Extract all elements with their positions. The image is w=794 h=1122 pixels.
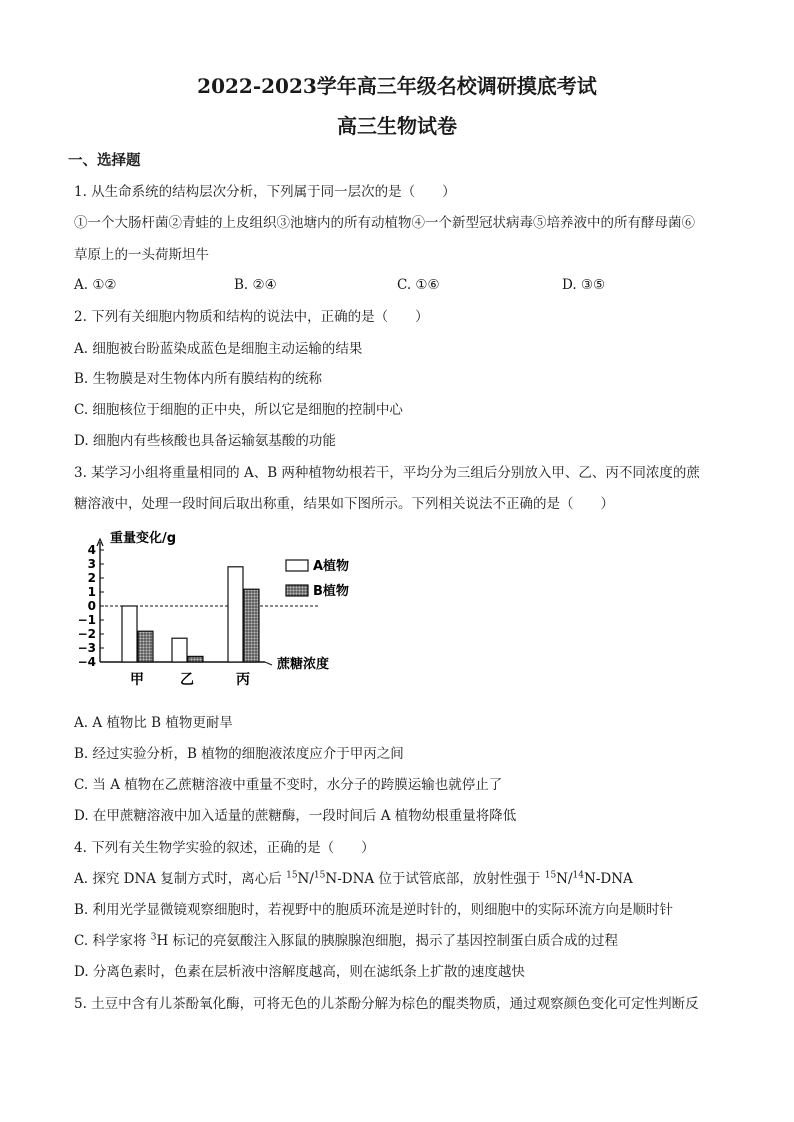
section-heading: 一、选择题 bbox=[68, 152, 141, 169]
x-axis-end bbox=[265, 662, 272, 665]
legend-swatch-b bbox=[286, 585, 308, 596]
x-axis-label: 蔗糖浓度 bbox=[277, 657, 330, 672]
x-category-label: 乙 bbox=[180, 672, 194, 688]
bar-b bbox=[188, 656, 203, 662]
chart-plot-area bbox=[78, 530, 349, 688]
legend-swatch-a bbox=[286, 560, 308, 571]
y-tick-label: 0 bbox=[87, 599, 96, 613]
q4-option-a: A. 探究 DNA 复制方式时，离心后 $^{15}$N/$^{15}$N-DNA 位于试管底部，放射性强于 $^{15}$N/$^{14}$N-DNA bbox=[74, 870, 633, 887]
y-tick-label: 4 bbox=[87, 543, 96, 557]
q1-option-b: B. ②④ bbox=[234, 277, 277, 293]
y-tick-label: 2 bbox=[87, 571, 96, 585]
q4-option-b: B. 利用光学显微镜观察细胞时，若视野中的胞质环流是逆时针的，则细胞中的实际环流方向是顺时针 bbox=[74, 902, 674, 918]
q2-stem: 2. 下列有关细胞内物质和结构的说法中，正确的是（ ） bbox=[74, 309, 429, 325]
q4-option-d: D. 分离色素时，色素在层析液中溶解度越高，则在滤纸条上扩散的速度越快 bbox=[74, 964, 525, 980]
q2-option-b: B. 生物膜是对生物体内所有膜结构的统称 bbox=[74, 371, 323, 387]
bar-b bbox=[138, 631, 153, 662]
q2-option-d: D. 细胞内有些核酸也具备运输氨基酸的功能 bbox=[74, 433, 336, 449]
x-category-label: 甲 bbox=[130, 672, 144, 688]
y-tick-label: −2 bbox=[77, 627, 96, 641]
bar-a bbox=[122, 606, 137, 662]
exam-title: 2022-2023学年高三年级名校调研摸底考试 bbox=[197, 74, 597, 98]
q5-stem: 5. 土豆中含有儿茶酚氧化酶，可将无色的儿茶酚分解为棕色的醌类物质，通过观察颜色变化可定性判断反 bbox=[74, 996, 699, 1012]
q4-option-c: C. 科学家将 $^3$H 标记的亮氨酸注入豚鼠的胰腺腺泡细胞，揭示了基因控制蛋白质合成的过程 bbox=[74, 932, 619, 949]
x-category-label: 丙 bbox=[236, 672, 250, 688]
y-tick-label: 3 bbox=[87, 557, 96, 571]
y-tick-label: 1 bbox=[87, 585, 96, 599]
q1-option-a: A. ①② bbox=[74, 277, 117, 293]
y-tick-label: −3 bbox=[77, 641, 96, 655]
bar-a bbox=[172, 638, 187, 662]
q1-text-line: ①一个大肠杆菌②青蛙的上皮组织③池塘内的所有动植物④一个新型冠状病毒⑤培养液中的所有酵母菌⑥ bbox=[74, 215, 695, 231]
q2-option-a: A. 细胞被台盼蓝染成蓝色是细胞主动运输的结果 bbox=[74, 341, 363, 357]
bar-a bbox=[228, 567, 243, 662]
q3-stem-cont: 糖溶液中，处理一段时间后取出称重，结果如下图所示。下列相关说法不正确的是（ ） bbox=[74, 496, 614, 512]
q1-option-d: D. ③⑤ bbox=[562, 277, 606, 293]
exam-subtitle: 高三生物试卷 bbox=[337, 114, 457, 138]
legend-label-a: A植物 bbox=[313, 559, 350, 574]
q1-stem: 1. 从生命系统的结构层次分析，下列属于同一层次的是（ ） bbox=[74, 184, 456, 200]
q1-option-c: C. ①⑥ bbox=[397, 277, 440, 293]
q3-stem: 3. 某学习小组将重量相同的 A、B 两种植物幼根若干，平均分为三组后分别放入甲、乙、丙不同浓度的蔗 bbox=[74, 465, 700, 481]
q3-option-d: D. 在甲蔗糖溶液中加入适量的蔗糖酶，一段时间后 A 植物幼根重量将降低 bbox=[74, 808, 517, 824]
q2-option-c: C. 细胞核位于细胞的正中央，所以它是细胞的控制中心 bbox=[74, 402, 403, 418]
legend-label-b: B植物 bbox=[313, 584, 349, 599]
q3-option-a: A. A 植物比 B 植物更耐旱 bbox=[74, 715, 233, 731]
q3-option-c: C. 当 A 植物在乙蔗糖溶液中重量不变时，水分子的跨膜运输也就停止了 bbox=[74, 777, 503, 793]
q1-text-line: 草原上的一头荷斯坦牛 bbox=[74, 247, 209, 263]
y-axis-label: 重量变化/g bbox=[110, 531, 177, 546]
q3-option-b: B. 经过实验分析，B 植物的细胞液浓度应介于甲丙之间 bbox=[74, 746, 404, 762]
q4-stem: 4. 下列有关生物学实验的叙述，正确的是（ ） bbox=[74, 840, 375, 856]
y-tick-label: −4 bbox=[77, 655, 96, 669]
bar-chart bbox=[60, 522, 380, 702]
bar-b bbox=[244, 589, 259, 662]
y-tick-label: −1 bbox=[77, 613, 96, 627]
